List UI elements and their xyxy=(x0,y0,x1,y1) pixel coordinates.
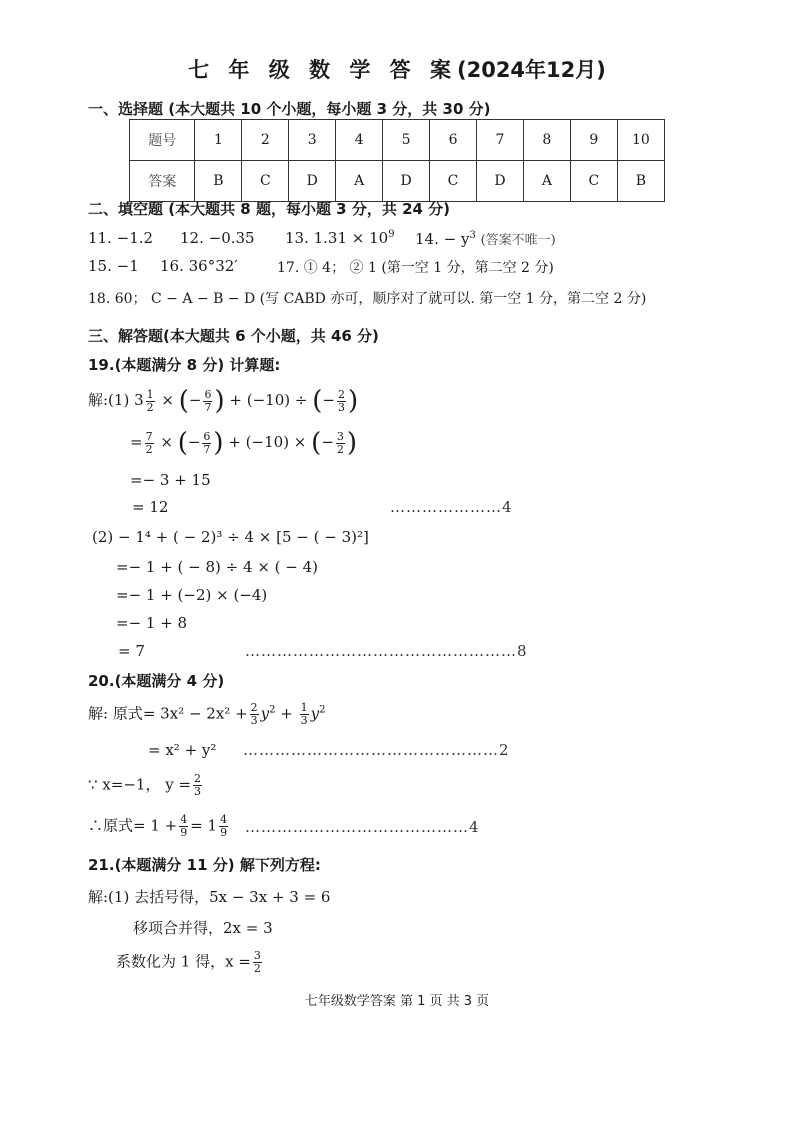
fraction: $\frac{2}{3}$ xyxy=(250,701,258,727)
table-cell: D xyxy=(383,161,430,202)
q21-line3: 系数化为 1 得，x = $\frac{3}{2}$ xyxy=(116,949,261,975)
answer-16: 16. 36°32′ xyxy=(160,257,238,275)
section3-heading: 三、解答题(本大题共 6 个小题，共 46 分) xyxy=(88,327,379,345)
table-cell: C xyxy=(430,161,477,202)
answer-17: 17. ① 4； ② 1 (第一空 1 分，第二空 2 分) xyxy=(277,260,554,276)
answer-14-base: 14. − y xyxy=(415,230,470,248)
q21-line1: 解:(1) 去括号得，5x − 3x + 3 = 6 xyxy=(88,888,331,906)
fraction: $\frac{3}{2}$ xyxy=(253,949,261,975)
table-cell: 6 xyxy=(430,120,477,161)
q19-part2-line3: =− 1 + 8 xyxy=(116,614,188,632)
fraction: $\frac{6}{7}$ xyxy=(203,429,211,456)
q21-line2: 移项合并得，2x = 3 xyxy=(133,919,273,937)
table-cell: D xyxy=(477,161,524,202)
table-cell: B xyxy=(617,161,664,202)
table-cell: 4 xyxy=(336,120,383,161)
q19-part1-line3: =− 3 + 15 xyxy=(130,471,211,489)
q19-number: 19. xyxy=(88,356,115,374)
q19-part2-line2: =− 1 + (−2) × (−4) xyxy=(116,586,268,604)
q19-part1-line2: = $\frac{7}{2}$ × (− $\frac{6}{7}$ ) + (−10) × (− $\frac{3}{2}$ ) xyxy=(130,428,358,458)
answer-table xyxy=(129,119,665,202)
fraction: $\frac{7}{2}$ xyxy=(145,429,153,456)
answer-14 xyxy=(415,229,556,248)
q20-score-1: …………………………………………2 xyxy=(243,741,510,759)
fraction: $\frac{3}{2}$ xyxy=(336,429,344,456)
title-date: (2024年12月) xyxy=(457,58,606,82)
q19-part2-line4: = 7 xyxy=(118,642,145,660)
answer-11: 11. −1.2 xyxy=(88,229,154,247)
table-cell: 9 xyxy=(570,120,617,161)
fraction: $\frac{2}{3}$ xyxy=(194,772,202,798)
q19-title: (本题满分 8 分) 计算题: xyxy=(114,356,281,374)
q21-heading xyxy=(88,854,321,875)
table-label-question: 题号 xyxy=(130,120,195,161)
table-cell: 3 xyxy=(289,120,336,161)
q19-score-1: …………………4 xyxy=(390,498,513,516)
page-title xyxy=(0,54,794,84)
q20-score-2: ……………………………………4 xyxy=(245,818,480,836)
q19-part2-line1: =− 1 + ( − 8) ÷ 4 × ( − 4) xyxy=(116,558,319,576)
page-footer: 七年级数学答案 第 1 页 共 3 页 xyxy=(304,994,490,1009)
table-cell: A xyxy=(336,161,383,202)
table-cell: 8 xyxy=(523,120,570,161)
fraction: $\frac{4}{9}$ xyxy=(220,813,228,839)
q20-heading xyxy=(88,670,224,691)
section1-heading: 一、选择题 (本大题共 10 个小题，每小题 3 分，共 30 分) xyxy=(88,100,491,118)
answer-18: 18. 60； C − A − B − D (写 CABD 亦可，顺序对了就可以. 第一空 1 分，第二空 2 分) xyxy=(88,291,647,307)
table-cell: 2 xyxy=(242,120,289,161)
table-cell: D xyxy=(289,161,336,202)
fraction: $\frac{2}{3}$ xyxy=(337,387,345,414)
q20-title: (本题满分 4 分) xyxy=(114,672,225,690)
answer-13 xyxy=(285,229,395,247)
table-cell: A xyxy=(523,161,570,202)
table-cell: 1 xyxy=(195,120,242,161)
q19-heading xyxy=(88,354,280,375)
table-row-answers xyxy=(130,161,665,202)
q20-line2: = x² + y² xyxy=(148,741,217,759)
fraction: $\frac{6}{7}$ xyxy=(204,387,212,414)
q21-number: 21. xyxy=(88,856,115,874)
q19-part1-line4: = 12 xyxy=(132,498,169,516)
fraction: $\frac{1}{2}$ xyxy=(146,387,154,414)
table-cell: 5 xyxy=(383,120,430,161)
answer-13-exp: 9 xyxy=(388,229,395,240)
answer-14-note: (答案不唯一) xyxy=(480,233,556,248)
table-label-answer: 答案 xyxy=(130,161,195,202)
q20-number: 20. xyxy=(88,672,115,690)
fraction: $\frac{4}{9}$ xyxy=(180,813,188,839)
q19-p1-label: 解:(1) 3 xyxy=(88,391,144,409)
table-cell: C xyxy=(570,161,617,202)
section2-heading: 二、填空题 (本大题共 8 题，每小题 3 分，共 24 分) xyxy=(88,200,451,218)
q20-line1: 解: 原式= 3x² − 2x² + $\frac{2}{3}$ $y^2$ + $\frac{1}{3}$ $y^2$ xyxy=(88,701,326,727)
table-row-questions xyxy=(130,120,665,161)
fraction: $\frac{1}{3}$ xyxy=(300,701,308,727)
q20-line4: ∴原式= 1 + $\frac{4}{9}$ = 1 $\frac{4}{9}$ xyxy=(88,813,228,839)
title-main: 七 年 级 数 学 答 案 xyxy=(188,58,457,82)
answer-15: 15. −1 xyxy=(88,257,139,275)
q20-line3: ∵ x=−1， y = $\frac{2}{3}$ xyxy=(88,772,202,798)
table-cell: B xyxy=(195,161,242,202)
table-cell: 7 xyxy=(477,120,524,161)
table-cell: 10 xyxy=(617,120,664,161)
q21-title: (本题满分 11 分) 解下列方程: xyxy=(114,856,321,874)
q19-score-2: ……………………………………………8 xyxy=(245,642,528,660)
table-cell: C xyxy=(242,161,289,202)
q19-part2: (2) − 1⁴ + ( − 2)³ ÷ 4 × [5 − ( − 3)²] xyxy=(92,528,369,546)
answer-13-base: 13. 1.31 × 10 xyxy=(285,229,389,247)
answer-14-exp: 3 xyxy=(469,230,476,241)
q19-part1-line1: 解:(1) 3 $\frac{1}{2}$ × (− $\frac{6}{7}$ ) + (−10) ÷ (− $\frac{2}{3}$ ) xyxy=(88,386,359,416)
answer-12: 12. −0.35 xyxy=(180,229,255,247)
